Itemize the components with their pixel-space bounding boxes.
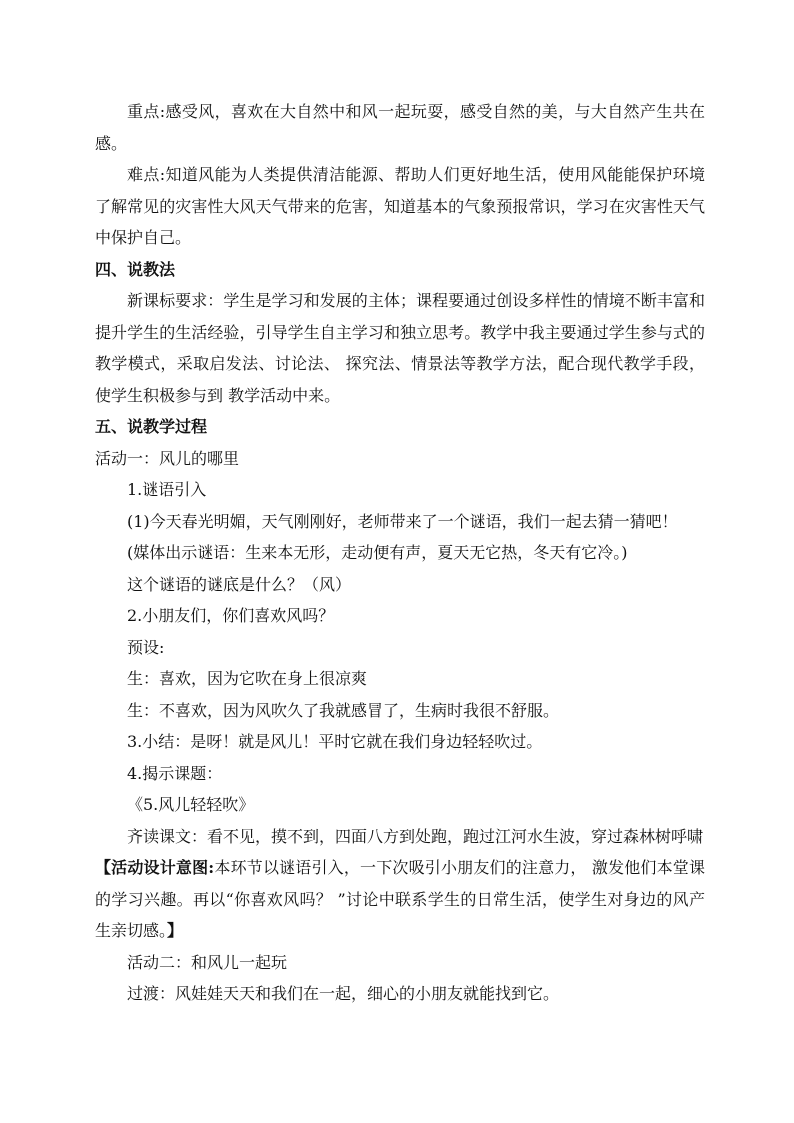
preset-answer-1: 生：喜欢，因为它吹在身上很凉爽 [127, 669, 368, 688]
step1-line3: 这个谜语的谜底是什么？（风） [127, 574, 352, 594]
activity2-transition: 过渡：风娃娃天天和我们在一起，细心的小朋友就能找到它。 [127, 984, 560, 1003]
design-intent-close: 】 [167, 921, 184, 940]
document-body [95, 96, 705, 1010]
activity1-title: 活动一：风儿的哪里 [95, 448, 240, 468]
activity2-title: 活动二：和风儿一起玩 [127, 952, 288, 972]
step4-title: 4.揭示课题： [127, 763, 223, 783]
step1-line2: (媒体出示谜语：生来本无形，走动便有声，夏天无它热，冬天有它冷。) [127, 543, 628, 562]
reading-line: 齐读课文：看不见，摸不到，四面八方到处跑，跑过江河水生波，穿过森林树呼啸 [127, 826, 704, 846]
key-points-label: 重点: [127, 102, 166, 121]
section4-heading: 四、说教法 [95, 259, 176, 279]
section4-body: 新课标要求：学生是学习和发展的主体；课程要通过创设多样性的情境不断丰富和提升学生的生活经验，引导学生自主学习和独立思考。教学中我主要通过学生参与式的教学模式，采取启发法、讨论法、 探究法、情景法等教学方法，配合现代教学手段，使学生积极参与到 教学活动中来。 [95, 291, 705, 405]
preset-answer-2: 生：不喜欢，因为风吹久了我就感冒了，生病时我很不舒服。 [127, 700, 560, 720]
step1-line1: (1)今天春光明媚，天气刚刚好，老师带来了一个谜语，我们一起去猜一猜吧！ [127, 511, 678, 531]
lesson-title: 《5.风儿轻轻吹》 [127, 795, 255, 814]
key-points-paragraph [95, 96, 705, 159]
step3-summary: 3.小结：是呀！就是风儿！平时它就在我们身边轻轻吹过。 [127, 732, 543, 751]
step1-title: 1.谜语引入 [127, 480, 207, 499]
design-intent-paragraph [95, 852, 705, 947]
key-points-text: 感受风，喜欢在大自然中和风一起玩耍，感受自然的美，与大自然产生共在感。 [95, 102, 705, 153]
preset-label: 预设: [127, 637, 165, 657]
design-intent-text: 本环节以谜语引入，一下次吸引小朋友们的注意力， 激发他们本堂课的学习兴趣。再以“你喜欢风吗？ ”讨论中联系学生的日常生活，使学生对身边的风产生亲切感。 [95, 858, 705, 940]
difficult-points-text: 知道风能为人类提供清洁能源、帮助人们更好地生活，使用风能能保护环境了解常见的灾害性大风天气带来的危害，知道基本的气象预报常识，学习在灾害性天气中保护自己。 [95, 165, 705, 247]
design-intent-label: 【活动设计意图: [95, 858, 215, 877]
section5-heading: 五、说教学过程 [95, 417, 208, 436]
difficult-points-label: 难点: [127, 165, 166, 184]
step2-title: 2.小朋友们，你们喜欢风吗？ [127, 606, 335, 625]
difficult-points-paragraph [95, 159, 705, 254]
